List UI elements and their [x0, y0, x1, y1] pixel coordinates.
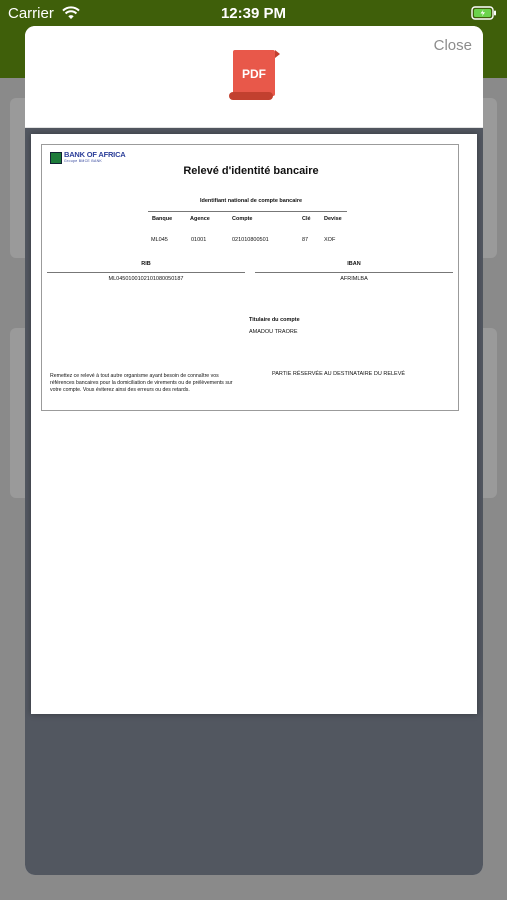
- value-banque: ML045: [151, 237, 168, 243]
- ident-title: Identifiant national de compte bancaire: [199, 198, 303, 204]
- titulaire-label: Titulaire du compte: [249, 317, 300, 323]
- divider: [47, 272, 245, 273]
- pdf-icon-label: PDF: [242, 67, 266, 81]
- value-cle: 87: [302, 237, 309, 243]
- document-title: Relevé d'identité bancaire: [183, 165, 319, 177]
- value-agence: 01001: [191, 237, 207, 243]
- carrier-label: Carrier: [8, 5, 54, 22]
- reserved-text: PARTIE RÉSERVÉE AU DESTINATAIRE DU RELEVÉ: [272, 371, 406, 377]
- bank-logo: [50, 150, 130, 166]
- notice-text: Remettez ce relevé à tout autre organisme ayant besoin de connaître vos références bancaires pour la domiciliation de virements ou de prélèvements sur votre compte. Vous éviterez ainsi des erreurs ou des retards.: [50, 373, 233, 394]
- bank-logo-mark: [50, 152, 62, 164]
- pdf-icon: [227, 48, 281, 104]
- header-cle: Clé: [302, 216, 311, 222]
- divider: [148, 211, 347, 212]
- value-compte: 021010800501: [232, 237, 269, 243]
- pdf-viewer-sheet: [25, 26, 483, 875]
- header-compte: Compte: [232, 216, 253, 222]
- close-button[interactable]: Close: [433, 37, 472, 54]
- titulaire-value: AMADOU TRAORE: [249, 329, 298, 335]
- header-banque: Banque: [152, 216, 173, 222]
- sheet-header: [25, 26, 483, 128]
- bank-group: Groupe BMCE BANK: [64, 159, 103, 163]
- divider: [255, 272, 453, 273]
- header-devise: Devise: [324, 216, 342, 222]
- battery-icon: [471, 6, 497, 25]
- iban-label: IBAN: [347, 261, 361, 267]
- bank-name: BANK OF AFRICA: [64, 150, 126, 159]
- rib-label: RIB: [141, 261, 151, 267]
- iban-value: AFRIMLBA: [340, 276, 368, 282]
- document-page: [31, 134, 477, 714]
- clock: 12:39 PM: [220, 5, 287, 22]
- rib-value: ML045010010210108005018​7: [108, 276, 184, 282]
- rib-document: [41, 144, 459, 411]
- header-agence: Agence: [190, 216, 210, 222]
- value-devise: XOF: [324, 237, 336, 243]
